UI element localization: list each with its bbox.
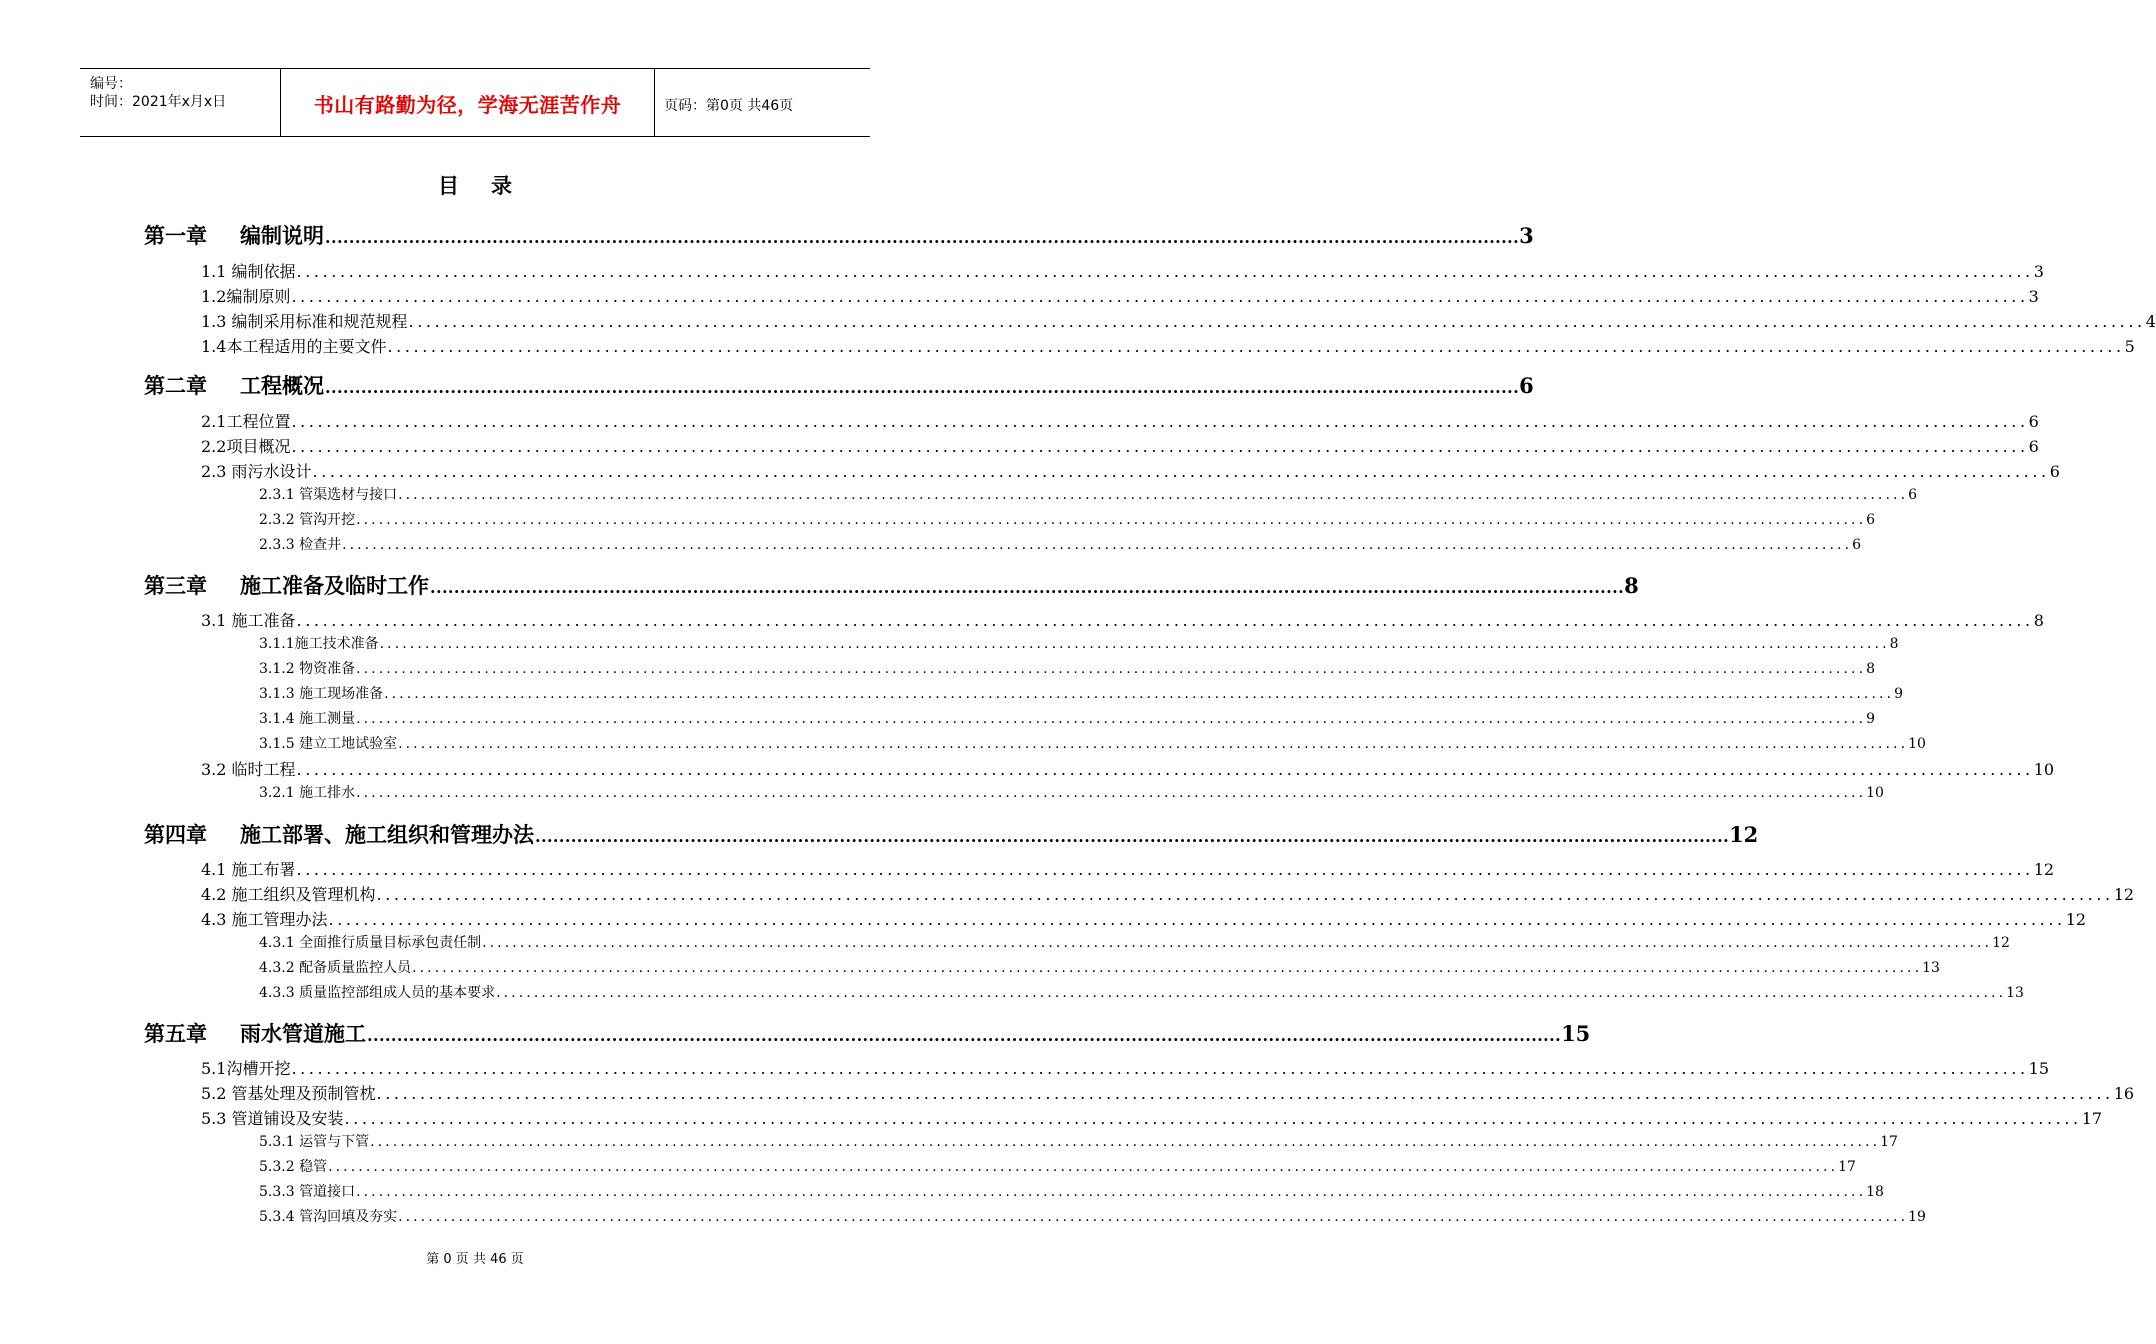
toc-entry-level3[interactable] <box>259 957 1940 977</box>
toc-entry-label <box>144 1018 367 1048</box>
toc-dot-leader: ........................................................................................................................................................................................................ <box>342 537 1853 553</box>
toc-chapter-number: 第五章 <box>144 1022 207 1046</box>
toc-entry-level2[interactable] <box>201 857 2055 879</box>
toc-page-number: 18 <box>1866 1184 1884 1200</box>
toc-page-number: 6 <box>2049 462 2060 481</box>
toc-dot-leader: ........................................................................................................................................................................................................ <box>398 736 1909 752</box>
toc-entry-level2[interactable] <box>201 334 2135 356</box>
toc-dot-leader: ........................................................................................................................................................................................................ <box>296 262 2034 281</box>
toc-dot-leader: ........................................................................................................................................................................................................ <box>482 935 1993 951</box>
toc-page-number: 12 <box>1729 822 1759 847</box>
toc-page-number: 10 <box>2033 760 2055 779</box>
toc-entry-level1[interactable] <box>144 819 1759 847</box>
toc-chapter-title: 雨水管道施工 <box>240 1022 366 1046</box>
toc-entry-level3[interactable] <box>259 683 1904 703</box>
toc-page-number: 3 <box>2028 287 2039 306</box>
toc-dot-leader: ........................................................................................................................................................................................................ <box>367 1026 1562 1045</box>
toc-entry-label: 4.3 施工管理办法 <box>201 910 328 929</box>
toc-dot-leader: ........................................................................................................................................................................................................ <box>387 337 2125 356</box>
toc-title: 目录 <box>438 174 544 198</box>
toc-page-number: 9 <box>1894 686 1904 702</box>
toc-page-number: 5 <box>2124 337 2135 356</box>
toc-dot-leader: ........................................................................................................................................................................................................ <box>344 1109 2082 1128</box>
toc-entry-label: 1.1 编制依据 <box>201 262 296 281</box>
toc-dot-leader: ........................................................................................................................................................................................................ <box>312 462 2050 481</box>
toc-dot-leader: ........................................................................................................................................................................................................ <box>356 1184 1867 1200</box>
toc-entry-label: 2.3.1 管渠选材与接口 <box>259 487 398 503</box>
toc-page-number: 19 <box>1908 1209 1926 1225</box>
toc-entry-level3[interactable] <box>259 658 1876 678</box>
toc-entry-label <box>144 570 430 600</box>
toc-dot-leader: ........................................................................................................................................................................................................ <box>328 1159 1839 1175</box>
toc-entry-label: 4.3.3 质量监控部组成人员的基本要求 <box>259 985 496 1001</box>
toc-entry-level2[interactable] <box>201 882 2135 904</box>
toc-page-number: 3 <box>1519 223 1534 248</box>
toc-entry-label: 2.1工程位置 <box>201 412 291 431</box>
toc-entry-level3[interactable] <box>259 1131 1898 1151</box>
toc-entry-label: 2.3.3 检查井 <box>259 537 342 553</box>
toc-chapter-title: 编制说明 <box>240 224 324 248</box>
toc-entry-level2[interactable] <box>201 459 2060 481</box>
toc-page-number: 4 <box>2145 312 2156 331</box>
toc-page-number: 3 <box>2033 262 2044 281</box>
toc-dot-leader: ........................................................................................................................................................................................................ <box>325 378 1520 397</box>
toc-dot-leader: ........................................................................................................................................................................................................ <box>291 412 2029 431</box>
toc-entry-label: 1.4本工程适用的主要文件 <box>201 337 387 356</box>
toc-entry-label: 3.1 施工准备 <box>201 611 296 630</box>
toc-entry-label: 4.3.2 配备质量监控人员 <box>259 960 412 976</box>
toc-chapter-number: 第四章 <box>144 823 207 847</box>
toc-entry-level3[interactable] <box>259 932 2010 952</box>
toc-entry-label: 3.2 临时工程 <box>201 760 296 779</box>
toc-entry-label: 2.3 雨污水设计 <box>201 462 312 481</box>
toc-dot-leader: ........................................................................................................................................................................................................ <box>398 487 1909 503</box>
toc-chapter-number: 第一章 <box>144 224 207 248</box>
toc-dot-leader: ........................................................................................................................................................................................................ <box>430 578 1625 597</box>
toc-page-number: 10 <box>1866 785 1884 801</box>
toc-page-number: 12 <box>2065 910 2087 929</box>
toc-dot-leader: ........................................................................................................................................................................................................ <box>356 785 1867 801</box>
toc-page-number: 8 <box>1866 661 1876 677</box>
document-number-label: 编号： <box>90 76 132 92</box>
toc-dot-leader: ........................................................................................................................................................................................................ <box>296 860 2034 879</box>
toc-entry-label: 3.1.5 建立工地试验室 <box>259 736 398 752</box>
page-footer: 第 0 页 共 46 页 <box>426 1252 524 1267</box>
toc-entry-label: 1.2编制原则 <box>201 287 291 306</box>
toc-page-number: 6 <box>1852 537 1862 553</box>
toc-entry-level2[interactable] <box>201 907 2087 929</box>
toc-dot-leader: ........................................................................................................................................................................................................ <box>356 711 1867 727</box>
toc-entry-level2[interactable] <box>201 409 2039 431</box>
toc-chapter-title: 工程概况 <box>240 374 324 398</box>
toc-page-number: 8 <box>1624 573 1639 598</box>
toc-chapter-title: 施工部署、施工组织和管理办法 <box>240 823 534 847</box>
toc-dot-leader: ........................................................................................................................................................................................................ <box>291 437 2029 456</box>
toc-page-number: 12 <box>2033 860 2055 879</box>
header-page-info: 页码：第0页 共46页 <box>664 98 794 114</box>
toc-entry-level1[interactable] <box>144 370 1534 398</box>
toc-dot-leader: ........................................................................................................................................................................................................ <box>412 960 1923 976</box>
toc-page-number: 6 <box>2028 412 2039 431</box>
toc-dot-leader: ........................................................................................................................................................................................................ <box>384 686 1895 702</box>
toc-entry-label: 3.1.3 施工现场准备 <box>259 686 384 702</box>
toc-entry-label: 3.1.2 物资准备 <box>259 661 356 677</box>
header-meta-cell <box>80 69 281 136</box>
toc-entry-label: 2.3.2 管沟开挖 <box>259 512 356 528</box>
toc-page-number: 13 <box>2006 985 2024 1001</box>
toc-page-number: 6 <box>1519 373 1534 398</box>
toc-entry-level3[interactable] <box>259 782 1884 802</box>
toc-entry-level2[interactable] <box>201 1056 2049 1078</box>
toc-dot-leader: ........................................................................................................................................................................................................ <box>328 910 2066 929</box>
toc-entry-level2[interactable] <box>201 608 2044 630</box>
toc-entry-level2[interactable] <box>201 1106 2103 1128</box>
toc-entry-label: 3.1.4 施工测量 <box>259 711 356 727</box>
toc-dot-leader: ........................................................................................................................................................................................................ <box>370 1134 1881 1150</box>
toc-entry-level3[interactable] <box>259 633 1899 653</box>
toc-entry-label: 4.3.1 全面推行质量目标承包责任制 <box>259 935 482 951</box>
toc-page-number: 15 <box>1561 1021 1591 1046</box>
toc-entry-level3[interactable] <box>259 484 1918 504</box>
toc-page-number: 12 <box>1992 935 2010 951</box>
toc-entry-label: 2.2项目概况 <box>201 437 291 456</box>
toc-dot-leader: ........................................................................................................................................................................................................ <box>379 636 1890 652</box>
toc-page-number: 8 <box>1889 636 1899 652</box>
toc-page-number: 12 <box>2113 885 2135 904</box>
toc-page-number: 6 <box>1908 487 1918 503</box>
toc-page-number: 17 <box>1838 1159 1856 1175</box>
toc-chapter-title: 施工准备及临时工作 <box>240 574 429 598</box>
toc-entry-label: 5.3.4 管沟回填及夯实 <box>259 1209 398 1225</box>
toc-dot-leader: ........................................................................................................................................................................................................ <box>408 312 2146 331</box>
toc-dot-leader: ........................................................................................................................................................................................................ <box>376 885 2114 904</box>
page-header <box>80 68 870 137</box>
toc-dot-leader: ........................................................................................................................................................................................................ <box>398 1209 1909 1225</box>
toc-entry-label: 4.1 施工布署 <box>201 860 296 879</box>
toc-dot-leader: ........................................................................................................................................................................................................ <box>291 287 2029 306</box>
document-time-label: 时间：2021年x月x日 <box>90 94 227 110</box>
toc-entry-level3[interactable] <box>259 1206 1926 1226</box>
toc-dot-leader: ........................................................................................................................................................................................................ <box>535 827 1730 846</box>
toc-page-number: 10 <box>1908 736 1926 752</box>
toc-entry-level1[interactable] <box>144 1018 1591 1046</box>
toc-entry-level1[interactable] <box>144 220 1534 248</box>
header-motto-cell <box>281 69 655 136</box>
toc-entry-level2[interactable] <box>201 757 2055 779</box>
toc-entry-label: 3.2.1 施工排水 <box>259 785 356 801</box>
toc-entry-level2[interactable] <box>201 1081 2135 1103</box>
toc-chapter-number: 第二章 <box>144 374 207 398</box>
toc-entry-label <box>144 819 535 849</box>
toc-entry-label: 5.3 管道铺设及安装 <box>201 1109 344 1128</box>
toc-page-number: 16 <box>2113 1084 2135 1103</box>
toc-entry-level1[interactable] <box>144 570 1639 598</box>
toc-entry-level3[interactable] <box>259 509 1876 529</box>
toc-entry-level2[interactable] <box>201 259 2044 281</box>
toc-entry-level2[interactable] <box>201 284 2039 306</box>
toc-entry-label: 5.3.1 运管与下管 <box>259 1134 370 1150</box>
toc-entry-level2[interactable] <box>201 434 2039 456</box>
toc-dot-leader: ........................................................................................................................................................................................................ <box>325 228 1520 247</box>
toc-entry-level3[interactable] <box>259 534 1862 554</box>
toc-entry-level3[interactable] <box>259 708 1876 728</box>
toc-entry-label: 1.3 编制采用标准和规范规程 <box>201 312 408 331</box>
toc-entry-label: 4.2 施工组织及管理机构 <box>201 885 376 904</box>
toc-page-number: 8 <box>2033 611 2044 630</box>
toc-entry-label <box>144 220 325 250</box>
toc-entry-level3[interactable] <box>259 982 2024 1002</box>
toc-entry-label: 5.2 管基处理及预制管枕 <box>201 1084 376 1103</box>
toc-page-number: 17 <box>1880 1134 1898 1150</box>
toc-dot-leader: ........................................................................................................................................................................................................ <box>296 611 2034 630</box>
toc-page-number: 6 <box>1866 512 1876 528</box>
toc-entry-label: 5.3.3 管道接口 <box>259 1184 356 1200</box>
toc-dot-leader: ........................................................................................................................................................................................................ <box>376 1084 2114 1103</box>
toc-entry-label <box>144 370 325 400</box>
toc-entry-level2[interactable] <box>201 309 2156 331</box>
header-motto: 书山有路勤为径，学海无涯苦作舟 <box>313 93 622 117</box>
toc-page-number: 13 <box>1922 960 1940 976</box>
toc-entry-label: 5.3.2 稳管 <box>259 1159 328 1175</box>
toc-dot-leader: ........................................................................................................................................................................................................ <box>496 985 2007 1001</box>
toc-dot-leader: ........................................................................................................................................................................................................ <box>296 760 2034 779</box>
toc-dot-leader: ........................................................................................................................................................................................................ <box>356 661 1867 677</box>
toc-entry-level3[interactable] <box>259 1156 1856 1176</box>
toc-page-number: 9 <box>1866 711 1876 727</box>
toc-page-number: 15 <box>2028 1059 2049 1078</box>
toc-entry-label: 5.1沟槽开挖 <box>201 1059 291 1078</box>
toc-entry-level3[interactable] <box>259 1181 1884 1201</box>
toc-chapter-number: 第三章 <box>144 574 207 598</box>
toc-entry-level3[interactable] <box>259 733 1926 753</box>
toc-page-number: 17 <box>2081 1109 2103 1128</box>
toc-dot-leader: ........................................................................................................................................................................................................ <box>291 1059 2029 1078</box>
toc-page-number: 6 <box>2028 437 2039 456</box>
header-page-cell <box>655 69 870 136</box>
toc-entry-label: 3.1.1施工技术准备 <box>259 636 379 652</box>
toc-dot-leader: ........................................................................................................................................................................................................ <box>356 512 1867 528</box>
